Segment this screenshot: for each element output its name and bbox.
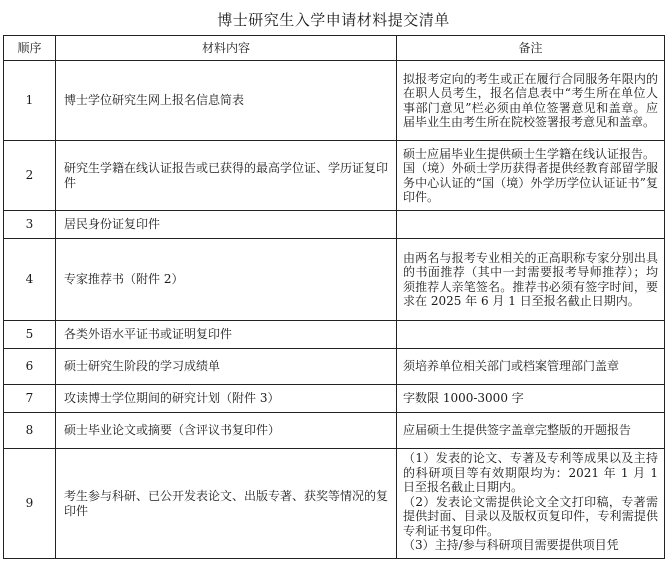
page-title: 博士研究生入学申请材料提交清单 [217,11,450,29]
material-content: 专家推荐书（附件 2） [56,239,397,321]
materials-table [3,35,665,559]
table-row [4,413,665,449]
material-note [397,413,665,449]
row-number: 7 [4,385,56,413]
material-content: 研究生学籍在线认证报告或已获得的最高学位证、学历证复印件 [56,141,397,211]
header-no: 顺序 [4,36,56,61]
table-body [4,61,665,559]
row-number: 2 [4,141,56,211]
material-note [397,239,665,321]
table-row [4,385,665,413]
table-row [4,61,665,141]
table-row [4,321,665,349]
material-note [397,349,665,385]
material-content: 攻读博士学位期间的研究计划（附件 3） [56,385,397,413]
material-note [397,321,665,349]
material-content: 各类外语水平证书或证明复印件 [56,321,397,349]
note-paragraph: 应届硕士生提供签字盖章完整版的开题报告 [403,423,632,438]
material-content: 居民身份证复印件 [56,211,397,239]
header-content: 材料内容 [56,36,397,61]
table-row [4,211,665,239]
row-number: 3 [4,211,56,239]
material-note [397,449,665,559]
material-note [397,141,665,211]
table-row [4,449,665,559]
material-note [397,61,665,141]
material-content: 博士学位研究生网上报名信息简表 [56,61,397,141]
row-number: 6 [4,349,56,385]
material-note [397,385,665,413]
table-row [4,239,665,321]
material-content: 考生参与科研、已公开发表论文、出版专著、获奖等情况的复印件 [56,449,397,559]
note-paragraph: （2）发表论文需提供论文全文打印稿，专著需提供封面、目录以及版权页复印件，专利需提供专利证书复印件。 [403,494,658,538]
material-note [397,211,665,239]
note-paragraph: 由两名与报考专业相关的正高职称专家分别出具的书面推荐（其中一封需要报考导师推荐）；均须推荐人亲笔签名。推荐书必须有签字时间，要求在 2025 年 6 月 1 日至报名截止日期内。 [403,250,658,308]
note-paragraph: 国（境）外硕士学历获得者提供经教育部留学服务中心认证的“国（境）外学历学位认证证书”复印件。 [403,161,658,204]
note-paragraph: 硕士应届毕业生提供硕士生学籍在线认证报告。 [403,146,656,161]
material-content: 硕士毕业论文或摘要（含评议书复印件） [56,413,397,449]
table-row [4,349,665,385]
row-number: 1 [4,61,56,141]
material-content: 硕士研究生阶段的学习成绩单 [56,349,397,385]
note-paragraph: 须培养单位相关部门或档案管理部门盖章 [403,359,620,374]
note-paragraph: （1）发表的论文、专著及专利等成果以及主持的科研项目等有效期限均为：2021 年 1 月 1 日至报名截止日期内。 [403,451,658,494]
note-paragraph: 拟报考定向的考生或正在履行合同服务年限内的在职人员考生，报名信息表中“考生所在单位人事部门意见”栏必须由单位签署意见和盖章。应届毕业生由考生所在院校签署报考意见和盖章。 [403,71,658,129]
row-number: 9 [4,449,56,559]
row-number: 4 [4,239,56,321]
row-number: 5 [4,321,56,349]
note-paragraph: （3）主持/参与科研项目需要提供项目凭 [403,538,619,552]
row-number: 8 [4,413,56,449]
note-paragraph: 字数限 1000-3000 字 [403,391,524,406]
table-header-row [4,36,665,61]
table-row [4,141,665,211]
header-note: 备注 [397,36,665,61]
